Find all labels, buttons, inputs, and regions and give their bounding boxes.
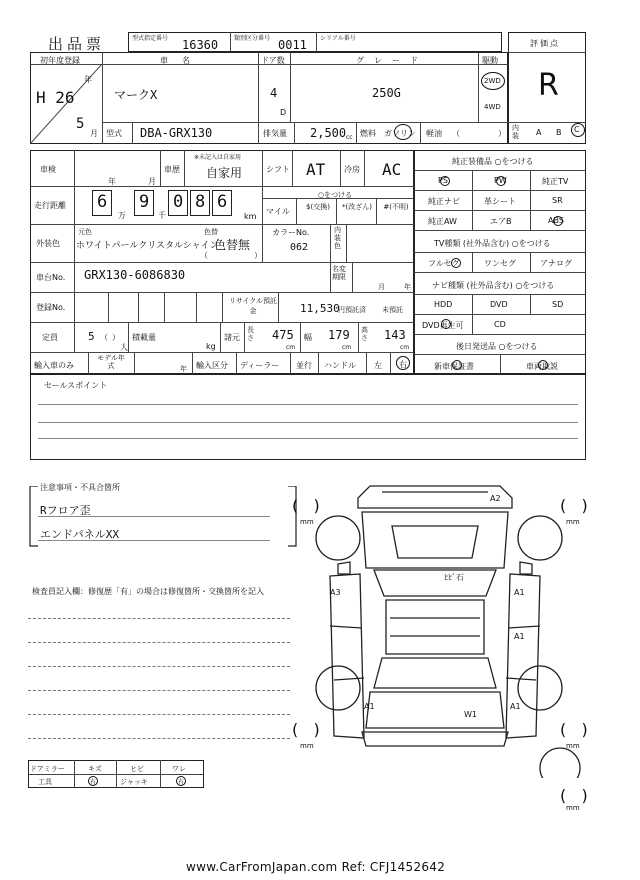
length-value: 475	[272, 328, 294, 342]
year-unit: 年	[84, 75, 92, 84]
height-label: 高さ	[361, 326, 368, 342]
tire-fr-mm: mm	[566, 518, 580, 526]
month-unit: 月	[90, 129, 98, 138]
tire-rr-bracket: ( )	[560, 720, 588, 739]
color-paren-open: （	[200, 251, 208, 260]
mark-a3: A3	[330, 588, 341, 597]
navi-dvd: DVD	[490, 300, 508, 309]
mark-w1: W1	[464, 710, 477, 719]
navi-dvd-play: DVD再生可	[422, 321, 464, 330]
color-no-label: カラーNo.	[272, 228, 310, 237]
mile-label: マイル	[266, 207, 290, 216]
name-change-label: 名変期限	[332, 265, 346, 281]
car-name-value: マークX	[114, 88, 158, 102]
legend-tool-have: 有	[90, 779, 97, 786]
car-name-label: 車名	[160, 56, 204, 65]
legend-scratch: キズ	[88, 765, 102, 773]
drive-label: 駆動	[482, 56, 498, 65]
load-unit: kg	[206, 342, 216, 351]
mileage-digit-4: 8	[195, 192, 206, 212]
width-label: 幅	[304, 333, 312, 342]
history-note: ※未記入は自家用	[194, 154, 242, 161]
sales-point-box	[30, 374, 586, 460]
equip-aw: 純正AW	[428, 217, 457, 226]
score-label: 評価点	[530, 39, 560, 48]
recycle-label: リサイクル預託金	[228, 297, 278, 315]
fullseg-mark	[451, 258, 461, 268]
model-year-unit: 年	[180, 365, 187, 373]
doors-value: 4	[270, 86, 278, 100]
name-change-month-unit: 月	[378, 283, 385, 291]
form-title: 出品票	[48, 35, 106, 53]
dims-label: 諸元	[224, 333, 240, 342]
shaken-label: 車検	[40, 165, 56, 174]
legend-crack: ヒビ	[130, 765, 144, 773]
interior-b: B	[556, 128, 562, 137]
month-value: 5	[76, 116, 85, 132]
interior-color-label: 内装色	[334, 226, 341, 250]
fuel-diesel: 軽油	[426, 129, 442, 138]
name-change-year-unit: 年	[404, 283, 411, 291]
equip-airbag: エアB	[490, 217, 512, 226]
swap-label: $(交換)	[306, 203, 330, 211]
year-value: H 26	[36, 88, 75, 107]
recycle-unpaid: 未預託	[382, 306, 403, 314]
model-year-label: モデル年式	[97, 354, 125, 370]
import-label: 輸入車のみ	[34, 361, 74, 370]
later-warranty: 新車保証書	[434, 362, 474, 371]
warranty-mark	[452, 360, 462, 370]
later-header: 後日発送品 ○をつける	[456, 342, 538, 351]
category-value: 0011	[278, 38, 307, 52]
footer-reference: www.CarFromJapan.com Ref: CFJ1452642	[186, 860, 446, 874]
manual-mark	[538, 360, 548, 370]
mileage-digit-1: 6	[97, 192, 108, 212]
legend-tool: 工具	[38, 778, 52, 786]
tire-fl-bracket: ( )	[292, 496, 320, 515]
mileage-unit-man: 万	[118, 211, 126, 220]
handle-label: ハンドル	[324, 361, 356, 370]
cc-unit: cc	[346, 134, 353, 141]
drive-4wd: 4WD	[484, 103, 501, 111]
width-value: 179	[328, 328, 350, 342]
mileage-digit-3: 0	[173, 192, 184, 212]
tamper-label: *(改ざん)	[342, 203, 372, 211]
navi-hdd: HDD	[434, 300, 453, 309]
capacity-paren-close: ）	[112, 333, 120, 342]
capacity-label: 定員	[42, 333, 58, 342]
mileage-digit-2: 9	[139, 192, 150, 212]
recycle-paid: 円預託済	[338, 306, 366, 314]
serial-label: シリアル番号	[320, 35, 356, 42]
dvd-play-mark	[441, 319, 451, 329]
legend-jack: ジャッキ	[120, 778, 148, 786]
color-value: ホワイトパールクリスタルシャイン	[76, 241, 219, 251]
color-change-value: 色替無	[214, 238, 251, 252]
import-parallel: 並行	[296, 361, 312, 370]
length-unit: cm	[286, 344, 296, 351]
orig-color-label: 元色	[78, 228, 92, 236]
equip-sr: SR	[552, 196, 563, 205]
navi-cd: CD	[494, 320, 506, 329]
category-label: 類別区分番号	[234, 35, 271, 42]
equip-navi: 純正ナビ	[428, 197, 460, 206]
tv-fullseg: フルセグ	[428, 259, 460, 268]
note-line-2: エンドパネルXX	[40, 528, 120, 541]
doors-label: ドア数	[261, 56, 285, 65]
door-type: D	[280, 108, 287, 117]
score-value: R	[538, 68, 559, 103]
mileage-digit-5: 6	[217, 192, 228, 212]
mark-a1-right-rear: A1	[514, 632, 525, 641]
model-no-label: 型式指定番号	[132, 35, 169, 42]
interior-label: 内装	[512, 124, 519, 140]
drive-2wd: 2WD	[484, 77, 501, 85]
mark-stone-chip: ﾋﾋﾞ石	[444, 573, 464, 582]
navi-sd: SD	[552, 300, 564, 309]
tv-header: TV種類 (社外品含む) ○をつける	[434, 239, 551, 248]
import-type-label: 輸入区分	[196, 361, 228, 370]
unknown-label: #(不明)	[383, 203, 409, 211]
color-label: 外装色	[36, 239, 60, 248]
chassis-value: GRX130-6086830	[84, 268, 186, 282]
navi-header: ナビ種類 (社外品含む) ○をつける	[432, 281, 555, 290]
shift-value: AT	[306, 160, 326, 179]
model-value: DBA-GRX130	[140, 126, 213, 140]
mileage-label: 走行距離	[34, 201, 66, 210]
interior-c: C	[574, 125, 580, 134]
load-label: 積載量	[132, 333, 156, 342]
tire-rl-mm: mm	[300, 742, 314, 750]
diesel-bracket-close: ）	[498, 129, 506, 138]
ac-label: 冷房	[344, 165, 360, 174]
import-dealer: ディーラー	[240, 361, 280, 370]
height-value: 143	[384, 328, 406, 342]
mileage-unit-sen: 千	[158, 211, 166, 220]
fuel-gasoline: ガソリン	[384, 129, 416, 138]
year-label: 初年度登録	[40, 56, 80, 65]
legend-door-mirror: ドアミラー	[30, 765, 65, 773]
cc-value: 2,500	[310, 126, 347, 140]
sales-point-label: セールスポイント	[44, 381, 108, 390]
shaken-year-unit: 年	[108, 177, 116, 186]
equip-leather: 革シート	[484, 197, 516, 206]
height-unit: cm	[400, 344, 410, 351]
diesel-bracket-open: （	[452, 129, 460, 138]
mark-a1-left-sill: A1	[364, 702, 375, 711]
mileage-circle-note: ○をつける	[318, 191, 353, 199]
cc-label: 排気量	[263, 129, 287, 138]
fuel-circle	[394, 124, 412, 140]
handle-left: 左	[374, 361, 382, 370]
tv-oneseg: ワンセグ	[484, 259, 516, 268]
note-line-1: Rフロア歪	[40, 504, 91, 517]
model-label: 型式	[106, 129, 122, 138]
capacity-value: 5	[88, 330, 95, 343]
mark-a1-right-front: A1	[514, 588, 525, 597]
ac-value: AC	[382, 160, 402, 179]
color-no-value: 062	[290, 242, 309, 253]
model-no-value: 16360	[182, 38, 219, 52]
tv-analog: アナログ	[540, 259, 572, 268]
history-label: 車歴	[164, 165, 180, 174]
length-label: 長さ	[247, 326, 254, 342]
ps-mark	[440, 176, 450, 186]
inspector-label: 検査員記入欄：修復歴「有」の場合は修復箇所・交換箇所を記入	[32, 587, 264, 596]
equip-ps: PS	[438, 176, 448, 185]
shift-label: シフト	[266, 165, 290, 174]
width-unit: cm	[342, 344, 352, 351]
history-value: 自家用	[206, 166, 243, 180]
mark-a1-right-sill: A1	[510, 702, 521, 711]
mileage-unit-km: km	[244, 212, 257, 221]
color-paren-close: ）	[254, 251, 262, 260]
later-manual: 車両取説	[526, 362, 558, 371]
capacity-paren-open: （	[100, 333, 108, 342]
grade-label: グレード	[356, 56, 428, 65]
legend-jack-have: 有	[178, 779, 185, 786]
tire-fl-mm: mm	[300, 518, 314, 526]
fuel-label: 燃料	[360, 129, 376, 138]
legend-break: ワレ	[172, 765, 186, 773]
reg-label: 登録No.	[36, 303, 66, 312]
notes-title: 注意事項・不具合箇所	[40, 483, 120, 492]
genuine-header: 純正装備品 ○をつける	[452, 157, 534, 166]
grade-value: 250G	[372, 86, 401, 100]
equip-abs: ABS	[548, 216, 564, 225]
shaken-month-unit: 月	[148, 177, 156, 186]
tire-spare-bracket: ( )	[560, 786, 588, 805]
mark-a2: A2	[490, 494, 501, 503]
tire-rl-bracket: ( )	[292, 720, 320, 739]
abs-mark	[553, 216, 563, 226]
handle-right: 右	[399, 360, 407, 369]
equip-pw: PW	[494, 176, 507, 185]
car-diagram	[290, 478, 590, 778]
interior-a: A	[536, 128, 542, 137]
chassis-label: 車台No.	[36, 273, 66, 282]
tire-spare-mm: mm	[566, 804, 580, 812]
persons-unit: 人	[120, 343, 128, 352]
tire-rr-mm: mm	[566, 742, 580, 750]
color-change-label: 色替	[204, 228, 218, 236]
pw-mark	[496, 176, 506, 186]
tire-fr-bracket: ( )	[560, 496, 588, 515]
recycle-value: 11,530	[300, 302, 340, 315]
equip-tv: 純正TV	[542, 177, 569, 186]
